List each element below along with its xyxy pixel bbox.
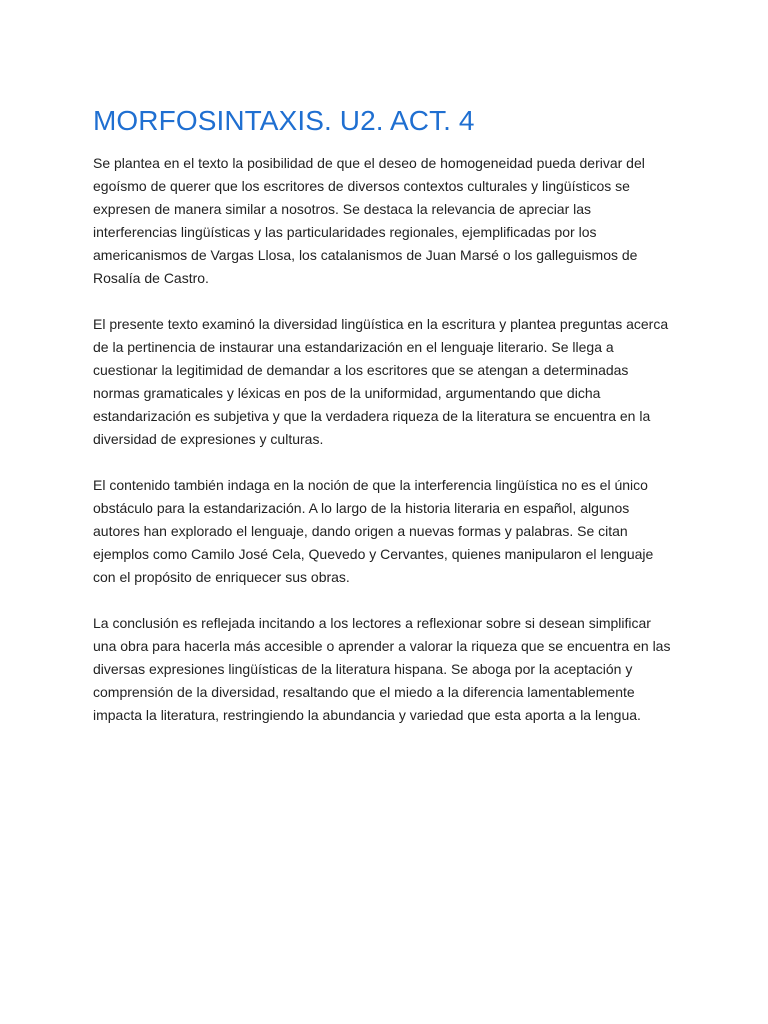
paragraph-2: El presente texto examinó la diversidad lingüística en la escritura y plantea preguntas acerca de la pertinencia de instaurar una estandarización en el lenguaje literario. Se llega a cuestionar la legitimidad de demandar a los escritores que se atengan a determinadas normas gramaticales y léxicas en pos de la uniformidad, argumentando que dicha estandarización es subjetiva y que la verdadera riqueza de la literatura se encuentra en la diversidad de expresiones y culturas. — [93, 316, 669, 447]
paragraph-3: El contenido también indaga en la noción de que la interferencia lingüística no es el único obstáculo para la estandarización. A lo largo de la historia literaria en español, algunos autores han explorado el lenguaje, dando origen a nuevas formas y palabras. Se citan ejemplos como Camilo José Cela, Quevedo y Cervantes, quienes manipularon el lenguaje con el propósito de enriquecer sus obras. — [93, 477, 654, 585]
paragraph-4: La conclusión es reflejada incitando a los lectores a reflexionar sobre si desean simplificar una obra para hacerla más accesible o aprender a valorar la riqueza que se encuentra en las diversas expresiones lingüísticas de la literatura hispana. Se aboga por la aceptación y comprensión de la diversidad, resaltando que el miedo a la diferencia lamentablemente impacta la literatura, restringiendo la abundancia y variedad que esta aporta a la lengua. — [93, 615, 671, 723]
paragraph-1: Se plantea en el texto la posibilidad de que el deseo de homogeneidad pueda derivar del egoísmo de querer que los escritores de diversos contextos culturales y lingüísticos se expresen de manera similar a nosotros. Se destaca la relevancia de apreciar las interferencias lingüísticas y las particularidades regionales, ejemplificadas por los americanismos de Vargas Llosa, los catalanismos de Juan Marsé o los galleguismos de Rosalía de Castro. — [93, 155, 645, 286]
document-title: MORFOSINTAXIS. U2. ACT. 4 — [93, 105, 475, 136]
